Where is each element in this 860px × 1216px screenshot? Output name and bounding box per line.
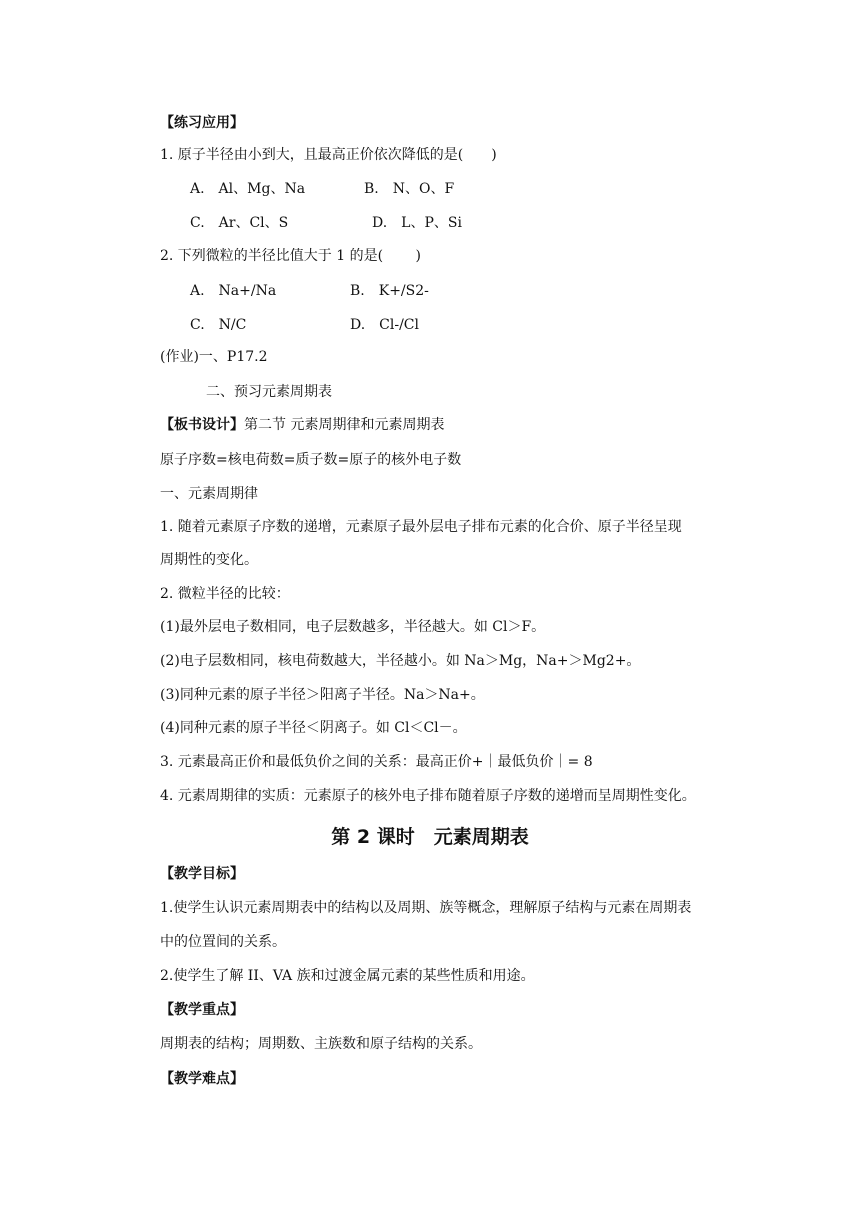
question-2-option-b: B. K+/S2-: [350, 283, 429, 299]
board-point-2: 2. 微粒半径的比较：: [160, 586, 290, 602]
question-1-stem: 1. 原子半径由小到大，且最高正价依次降低的是( ): [160, 147, 497, 163]
board-design-heading: 【板书设计】: [160, 417, 244, 433]
question-2-stem: 2. 下列微粒的半径比值大于 1 的是( ): [160, 248, 421, 264]
board-section-1: 一、元素周期律: [160, 486, 258, 502]
goal-2: 2.使学生了解 II、VA 族和过渡金属元素的某些性质和用途。: [160, 968, 535, 984]
board-point-3: 3. 元素最高正价和最低负价之间的关系：最高正价+｜最低负价｜= 8: [160, 754, 593, 770]
board-point-2-3: (3)同种元素的原子半径＞阳离子半径。Na＞Na+。: [160, 687, 485, 703]
key-points-text: 周期表的结构；周期数、主族数和原子结构的关系。: [160, 1036, 482, 1052]
difficulty-heading: 【教学难点】: [160, 1071, 244, 1087]
board-line-1: 原子序数=核电荷数=质子数=原子的核外电子数: [160, 452, 462, 468]
practice-heading: 【练习应用】: [160, 115, 244, 131]
board-point-1a: 1. 随着元素原子序数的递增，元素原子最外层电子排布元素的化合价、原子半径呈现: [160, 519, 682, 535]
question-2-option-a: A. Na+/Na: [190, 283, 277, 299]
question-1-option-b: B. N、O、F: [364, 181, 455, 197]
preview-line: 二、预习元素周期表: [206, 384, 332, 400]
question-1-option-c: C. Ar、Cl、S: [190, 215, 289, 231]
lesson-title: 第 2 课时 元素周期表: [331, 826, 529, 848]
question-2-option-d: D. Cl-/Cl: [350, 317, 420, 333]
board-point-2-1: (1)最外层电子数相同，电子层数越多，半径越大。如 Cl＞F。: [160, 619, 546, 635]
question-1-option-a: A. Al、Mg、Na: [190, 181, 306, 197]
key-points-heading: 【教学重点】: [160, 1002, 244, 1018]
board-point-1b: 周期性的变化。: [160, 552, 258, 568]
question-2-option-c: C. N/C: [190, 317, 247, 333]
board-point-4: 4. 元素周期律的实质：元素原子的核外电子排布随着原子序数的递增而呈周期性变化。: [160, 788, 696, 804]
board-design-line: [160, 415, 444, 435]
goal-1a: 1.使学生认识元素周期表中的结构以及周期、族等概念，理解原子结构与元素在周期表: [160, 900, 692, 916]
question-1-option-d: D. L、P、Si: [372, 215, 462, 231]
board-design-title: 第二节 元素周期律和元素周期表: [244, 417, 445, 433]
goals-heading: 【教学目标】: [160, 866, 244, 882]
goal-1b: 中的位置间的关系。: [160, 934, 286, 950]
homework-line: (作业)一、P17.2: [160, 349, 268, 365]
board-point-2-4: (4)同种元素的原子半径＜阴离子。如 Cl＜Cl－。: [160, 720, 467, 736]
board-point-2-2: (2)电子层数相同，核电荷数越大，半径越小。如 Na＞Mg，Na+＞Mg2+。: [160, 653, 641, 669]
